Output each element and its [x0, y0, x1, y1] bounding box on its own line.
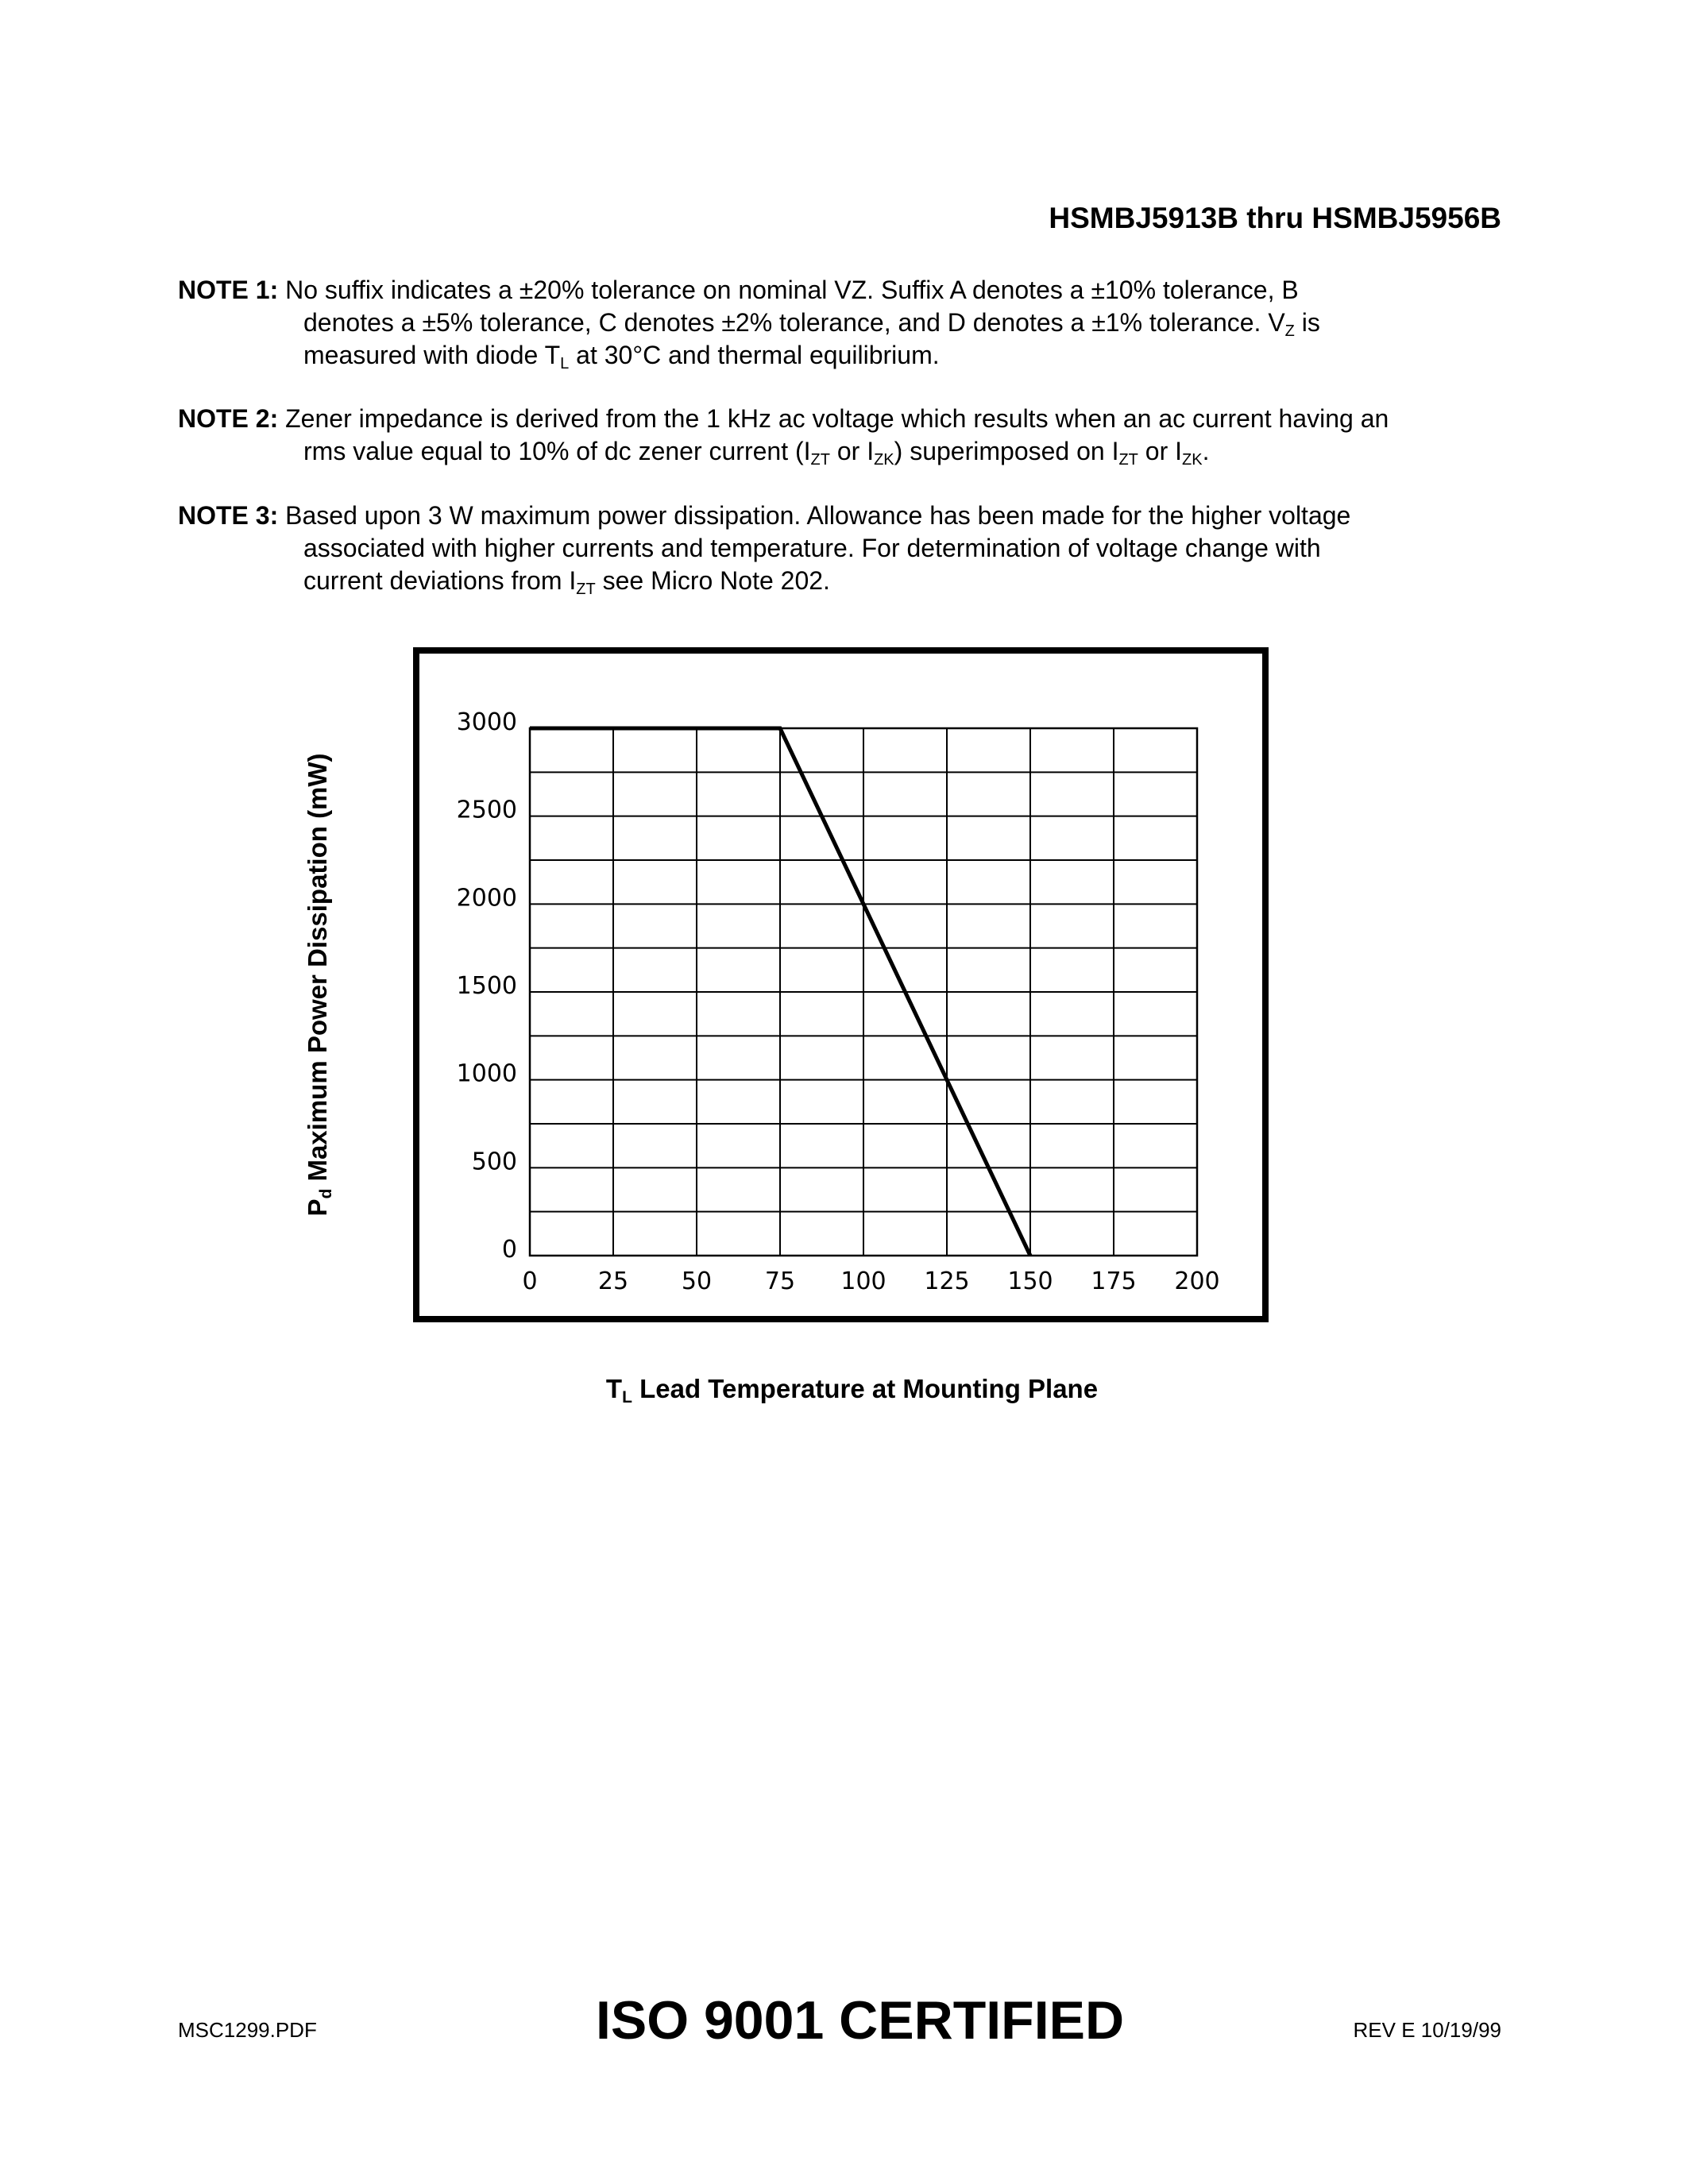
x-axis-label-symbol: T: [605, 1374, 623, 1403]
note-2-line-2-text-c: ) superimposed on I: [894, 437, 1119, 465]
y-tick-label: 1000: [456, 1059, 517, 1088]
note-3-izt-subscript: ZT: [576, 581, 596, 598]
note-2-izk-subscript-2: ZK: [1182, 451, 1203, 469]
note-1-vz-subscript: Z: [1284, 322, 1295, 340]
x-axis-label-rest: Lead Temperature at Mounting Plane: [632, 1374, 1099, 1403]
y-tick-label: 500: [471, 1148, 517, 1176]
x-tick-label: 25: [597, 1268, 629, 1295]
x-axis-label-subscript: L: [622, 1388, 632, 1406]
note-1: [178, 274, 1528, 372]
footer-revision: REV E 10/19/99: [1353, 2018, 1501, 2042]
note-3-line-2: associated with higher currents and temperature. For determination of voltage change with: [303, 534, 1321, 562]
note-2-line-2-text-d: or I: [1138, 437, 1183, 465]
note-1-line-1: No suffix indicates a ±20% tolerance on nominal VZ. Suffix A denotes a ±10% tolerance, B: [278, 276, 1299, 304]
power-derating-chart: [419, 654, 1262, 1316]
y-axis-label-text: [303, 753, 333, 1216]
note-1-line-3: [178, 339, 1528, 372]
x-tick-label: 200: [1174, 1268, 1220, 1295]
note-2-line-1: Zener impedance is derived from the 1 kHz ac voltage which results when an ac current having an: [278, 404, 1389, 433]
footer-filename: MSC1299.PDF: [178, 2018, 317, 2042]
x-tick-label: 50: [681, 1268, 713, 1295]
note-1-line-2: [178, 307, 1528, 339]
note-2-line-2-text-b: or I: [829, 437, 875, 465]
note-1-tl-subscript: L: [560, 355, 570, 372]
y-tick-label: 0: [501, 1236, 517, 1264]
x-axis-label: [0, 1374, 1688, 1404]
note-2-izt-subscript-2: ZT: [1118, 451, 1138, 469]
note-2-izt-subscript: ZT: [810, 451, 830, 469]
y-axis-label-symbol: P: [303, 1198, 332, 1217]
x-tick-label: 150: [1007, 1268, 1053, 1295]
note-2: [178, 403, 1528, 468]
note-1-line-2-text: denotes a ±5% tolerance, C denotes ±2% tolerance, and D denotes a ±1% tolerance. V: [303, 308, 1285, 337]
note-3-label: NOTE 3:: [178, 501, 279, 530]
x-tick-label: 75: [764, 1268, 796, 1295]
note-3: [178, 500, 1528, 597]
note-2-izk-subscript: ZK: [874, 451, 894, 469]
document-title: HSMBJ5913B thru HSMBJ5956B: [1049, 202, 1501, 234]
y-tick-label: 2000: [456, 884, 517, 913]
note-3-line-1: Based upon 3 W maximum power dissipation. Allowance has been made for the higher voltage: [278, 501, 1351, 530]
y-axis-label-rest: Maximum Power Dissipation (mW): [303, 753, 332, 1189]
note-2-label: NOTE 2:: [178, 404, 279, 433]
note-3-line-3-text: current deviations from I: [303, 566, 577, 595]
note-1-line-3-text: measured with diode T: [303, 341, 561, 369]
note-1-label: NOTE 1:: [178, 276, 279, 304]
y-axis-label-subscript: d: [317, 1188, 335, 1199]
chart-frame: [413, 647, 1269, 1322]
note-2-line-2-text-e: .: [1202, 437, 1210, 465]
note-3-line-3-end: see Micro Note 202.: [595, 566, 830, 595]
footer-certification: ISO 9001 CERTIFIED: [595, 1990, 1125, 2051]
x-tick-label: 100: [840, 1268, 886, 1295]
note-2-line-2-text-a: rms value equal to 10% of dc zener current (I: [303, 437, 811, 465]
x-tick-label: 175: [1091, 1268, 1137, 1295]
note-1-line-2-end: is: [1294, 308, 1320, 337]
note-2-line-2: [178, 435, 1528, 468]
note-3-line-3: [178, 565, 1528, 597]
y-tick-label: 3000: [456, 708, 517, 736]
y-tick-label: 2500: [456, 796, 517, 824]
x-tick-label: 125: [924, 1268, 970, 1295]
x-tick-label: 0: [522, 1268, 538, 1295]
note-1-line-3-end: at 30°C and thermal equilibrium.: [569, 341, 940, 369]
y-tick-label: 1500: [456, 972, 517, 1000]
